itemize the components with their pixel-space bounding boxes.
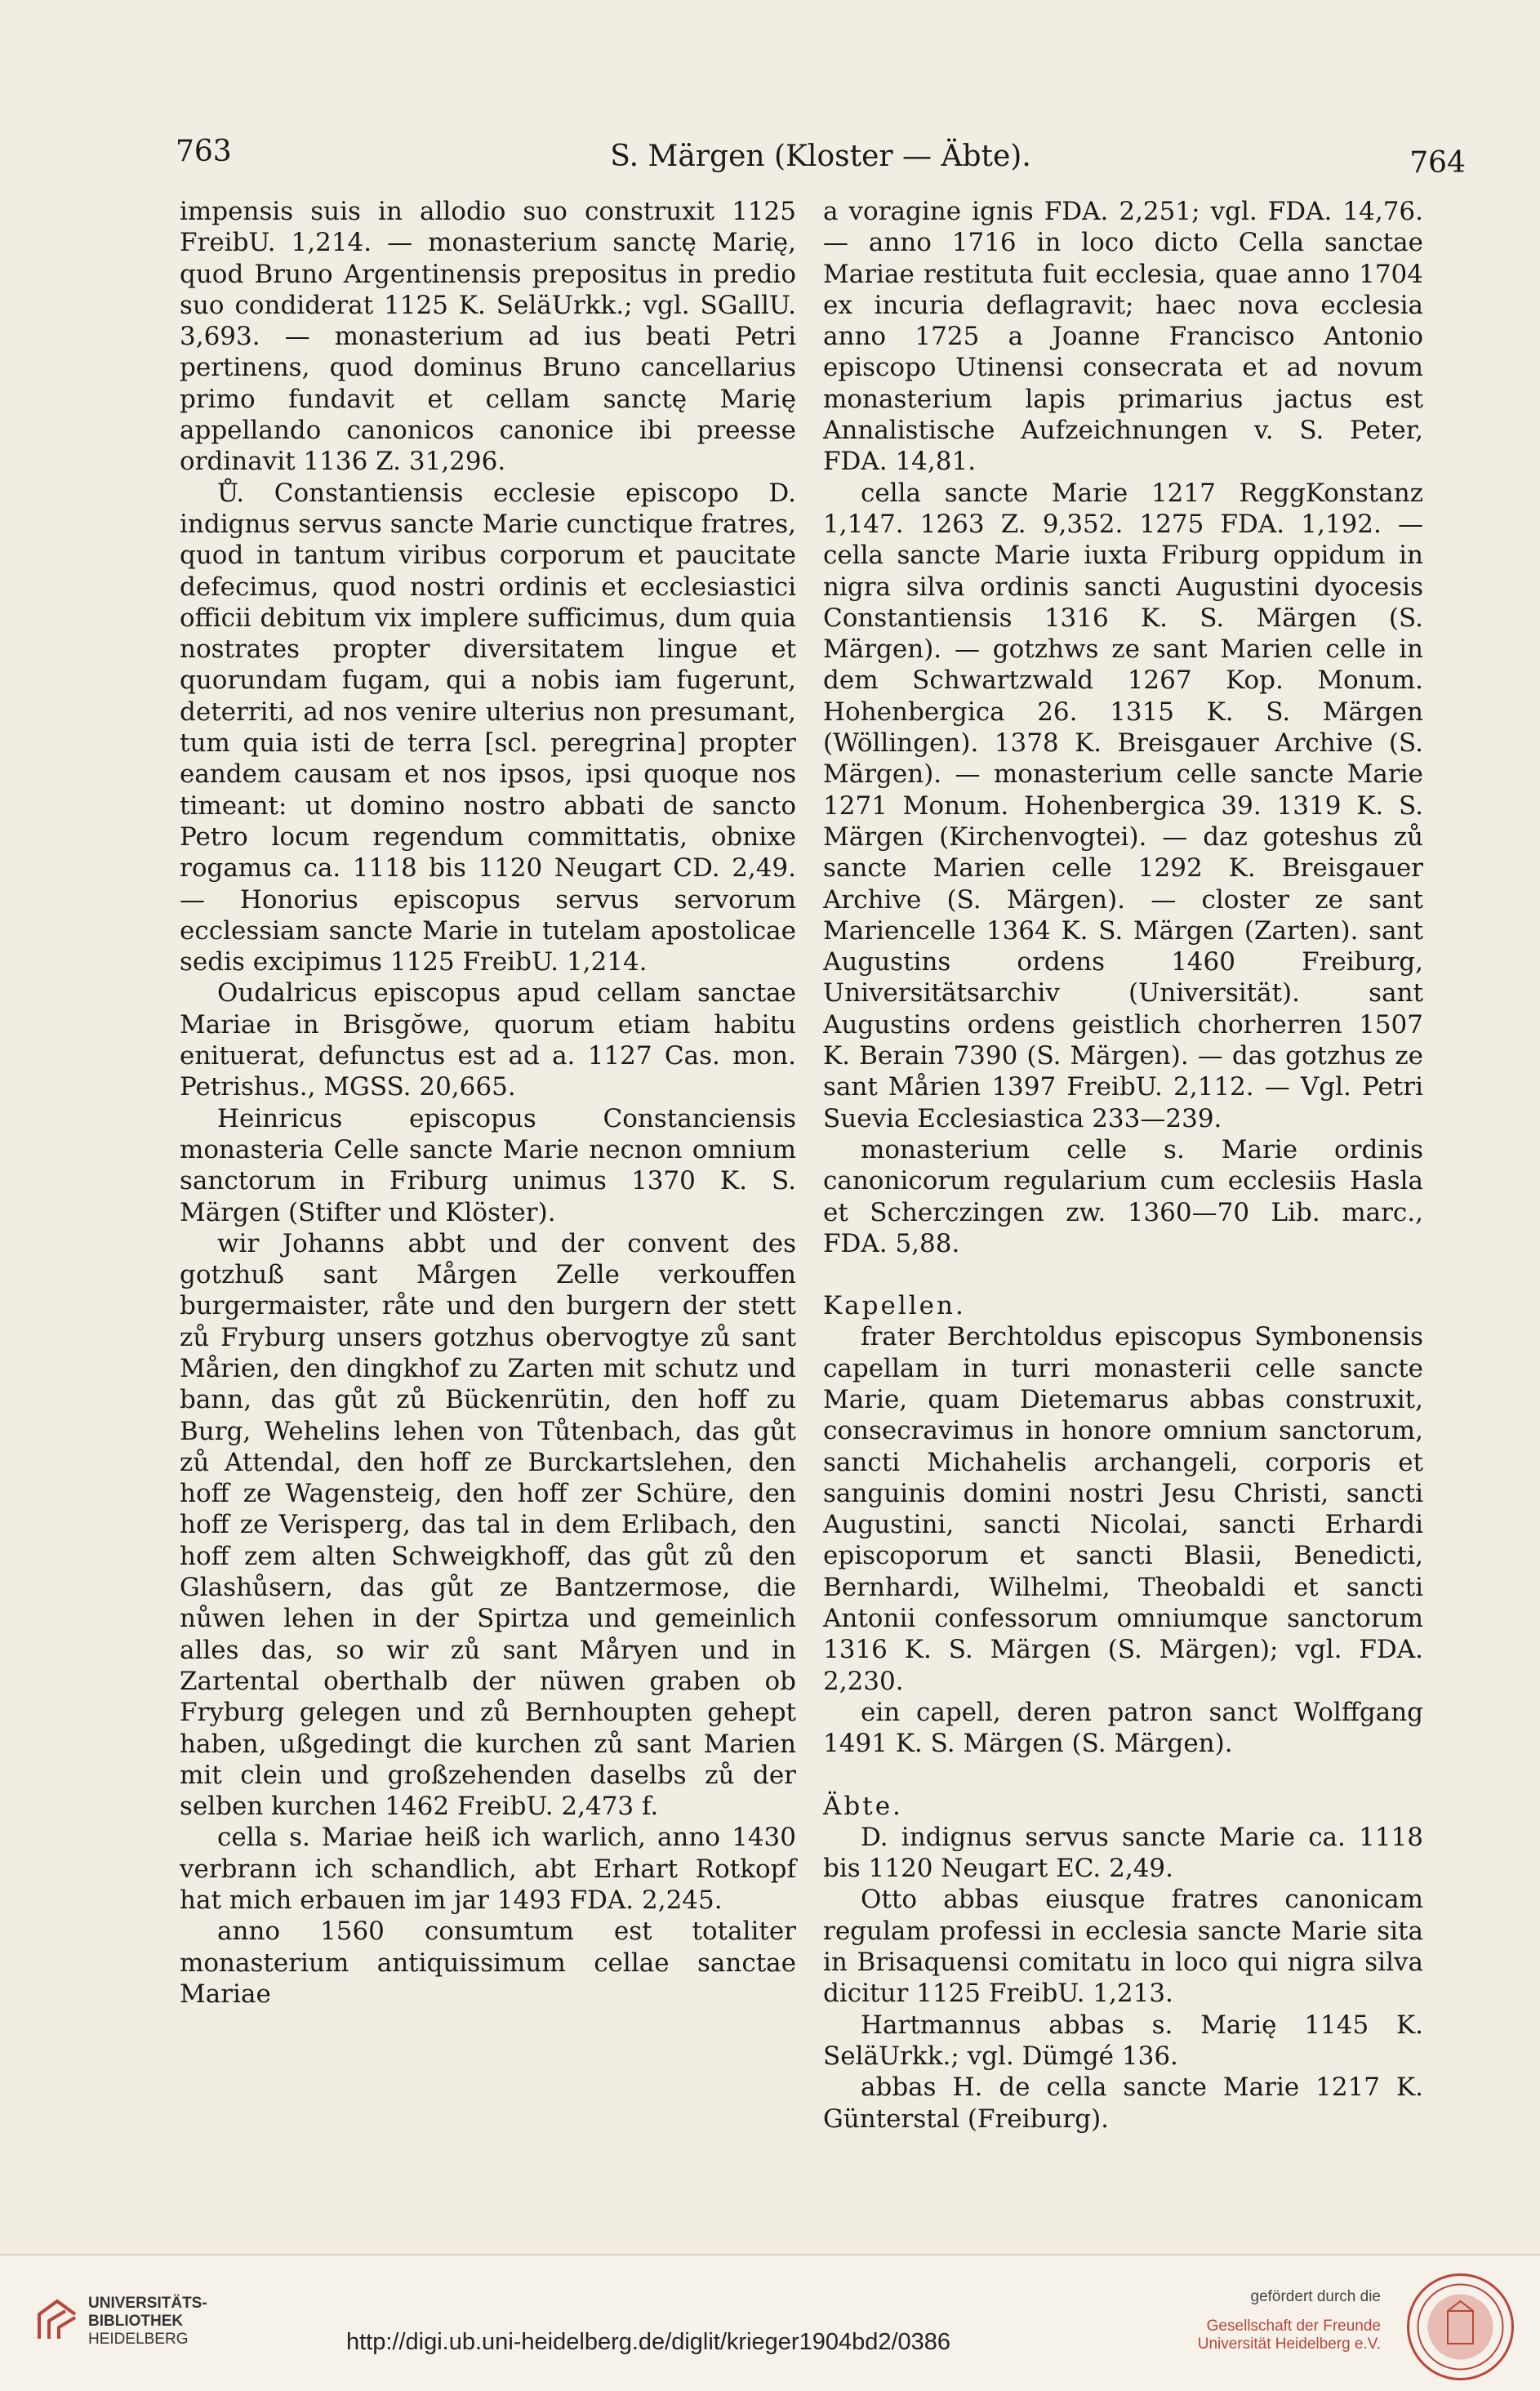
paragraph: Otto abbas eiusque fratres canonicam regulam professi in ecclesia sancte Marie sita in Brisaquensi comitatu in loco qui nigra silva dicitur 1125 FreibU. 1,213. <box>823 1885 1423 2009</box>
paragraph: abbas H. de cella sancte Marie 1217 K. Günterstal (Freiburg). <box>823 2073 1423 2134</box>
permalink-url[interactable]: http://digi.ub.uni-heidelberg.de/diglit/krieger1904bd2/0386 <box>346 2329 951 2355</box>
university-seal-icon <box>1405 2272 1516 2382</box>
paragraph: Hartmannus abbas s. Marię 1145 K. SeläUrkk.; vgl. Dümgé 136. <box>823 2010 1423 2071</box>
library-logo-icon <box>33 2296 82 2345</box>
paragraph: monasterium celle s. Marie ordinis canonicorum regularium cum ecclesiis Hasla et Scherczingen zw. 1360—70 Lib. marc., FDA. 5,88. <box>823 1134 1423 1258</box>
paragraph: wir Johanns abbt und der convent des gotzhuß sant Mårgen Zelle verkouffen burgermaister, råte und den burgern der stett zů Fryburg unsers gotzhus obervogtye zů sant Mårien, den dingkhof zu Zarten mit schutz und bann, das gůt zů Bückenrütin, den hoff zu Burg, Wehelins lehen von Tůtenbach, das gůt zů Attendal, den hoff ze Burckartslehen, den hoff ze Wagensteig, den hoff zer Schüre, den hoff ze Verisperg, das tal in dem Erlibach, den hoff zem alten Schweigkhoff, das gůt zů den Glashůsern, das gůt ze Bantzermose, die nůwen lehen in der Spirtza und gemeinlich alles das, so wir zů sant Måryen und in Zartental oberthalb der nüwen graben ob Fryburg gelegen und zů Bernhoupten gehept haben, ußgedingt die kurchen zů sant Marien mit clein und großzehenden daselbs zů der selben kurchen 1462 FreibU. 2,473 f. <box>180 1228 796 1822</box>
paragraph: impensis suis in allodio suo construxit 1125 FreibU. 1,214. — monasterium sanctę Marię, quod Bruno Argentinensis prepositus in predio suo condiderat 1125 K. SeläUrkk.; vgl. SGallU. 3,693. — monasterium ad ius beati Petri pertinens, quod dominus Bruno cancellarius primo fundavit et cellam sanctę Marię appellando canonicos canonice ibi preesse ordinavit 1136 Z. 31,296. <box>180 197 796 477</box>
paragraph: frater Berchtoldus episcopus Symbonensis capellam in turri monasterii celle sancte Marie, quam Dietemarus abbas construxit, consecravimus in honore omnium sanctorum, sancti Michahelis archangeli, corporis et sanguinis domini nostri Jesu Christi, sancti Augustini, sancti Nicolai, sancti Erhardi episcoporum et sancti Blasii, Benedicti, Bernhardi, Wilhelmi, Theobaldi et sancti Antonii confessorum omniumque sanctorum 1316 K. S. Märgen (S. Märgen); vgl. FDA. 2,230. <box>823 1322 1423 1696</box>
library-name: UNIVERSITÄTS- BIBLIOTHEK HEIDELBERG <box>88 2295 207 2348</box>
page-header <box>176 135 1466 184</box>
page-number-left: 763 <box>176 135 232 168</box>
paragraph: Heinricus episcopus Constanciensis monasteria Celle sancte Marie necnon omnium sanctorum in Friburg unimus 1370 K. S. Märgen (Stifter und Klöster). <box>180 1103 796 1227</box>
paragraph: anno 1560 consumtum est totaliter monasterium antiquissimum cellae sanctae Mariae <box>180 1917 796 2009</box>
section-heading-aebte: Äbte. <box>823 1791 903 1821</box>
paragraph: D. indignus servus sancte Marie ca. 1118 bis 1120 Neugart EC. 2,49. <box>823 1822 1423 1884</box>
paragraph: ein capell, deren patron sanct Wolffgang 1491 K. S. Märgen (S. Märgen). <box>823 1697 1423 1759</box>
sponsor-credit: gefördert durch die Gesellschaft der Freunde Universität Heidelberg e.V. <box>1197 2288 1381 2353</box>
paragraph: cella s. Mariae heiß ich warlich, anno 1430 verbrann ich schandlich, abt Erhart Rotkopf hat mich erbauen im jar 1493 FDA. 2,245. <box>180 1823 796 1916</box>
section-heading-kapellen: Kapellen. <box>823 1291 966 1321</box>
digitization-footer <box>0 2254 1540 2391</box>
running-title: S. Märgen (Kloster — Äbte). <box>610 140 1031 173</box>
paragraph: a voragine ignis FDA. 2,251; vgl. FDA. 14,76. — anno 1716 in loco dicto Cella sanctae Mariae restituta fuit ecclesia, quae anno 1704 ex incuria deflagravit; haec nova ecclesia anno 1725 a Joanne Francisco Antonio episcopo Utinensi consecrata et ad novum monasterium lapis primarius jactus est Annalistische Aufzeichnungen v. S. Peter, FDA. 14,81. <box>823 197 1423 477</box>
page-number-right: 764 <box>1409 146 1466 180</box>
right-column <box>823 196 1423 2135</box>
paragraph: cella sancte Marie 1217 ReggKonstanz 1,147. 1263 Z. 9,352. 1275 FDA. 1,192. — cella sancte Marie iuxta Friburg oppidum in nigra silva ordinis sancti Augustini dyocesis Constantiensis 1316 K. S. Märgen (S. Märgen). — gotzhws ze sant Marien celle in dem Schwartzwald 1267 Kop. Monum. Hohenbergica 26. 1315 K. S. Märgen (Wöllingen). 1378 K. Breisgauer Archive (S. Märgen). — monasterium celle sancte Marie 1271 Monum. Hohenbergica 39. 1319 K. S. Märgen (Kirchenvogtei). — daz goteshus zů sancte Marien celle 1292 K. Breisgauer Archive (S. Märgen). — closter ze sant Mariencelle 1364 K. S. Märgen (Zarten). sant Augustins ordens 1460 Freiburg, Universitätsarchiv (Universität). sant Augustins ordens geistlich chorherren 1507 K. Berain 7390 (S. Märgen). — das gotzhus ze sant Mårien 1397 FreibU. 2,112. — Vgl. Petri Suevia Ecclesiastica 233—239. <box>823 478 1423 1133</box>
paragraph: Oudalricus episcopus apud cellam sanctae Mariae in Brisgŏwe, quorum etiam habitu enituerat, defunctus est ad a. 1127 Cas. mon. Petrishus., MGSS. 20,665. <box>180 978 796 1102</box>
paragraph: Ů. Constantiensis ecclesie episcopo D. indignus servus sancte Marie cunctique fratres, quod in tantum viribus corporum et paucitate defecimus, quod nostri ordinis et ecclesiastici officii debitum vix implere sufficimus, dum quia nostrates propter diversitatem lingue et quorundam fugam, qui a nobis iam fugerunt, deterriti, ad nos venire ulterius non presumant, tum quia isti de terra [scl. peregrina] propter eandem causam et nos ipsos, ipsi quoque nos timeant: ut domino nostro abbati de sancto Petro locum regendum committatis, obnixe rogamus ca. 1118 bis 1120 Neugart CD. 2,49. — Honorius episcopus servus servorum ecclessiam sancte Marie in tutelam apostolicae sedis excipimus 1125 FreibU. 1,214. <box>180 478 796 977</box>
left-column <box>180 196 796 2010</box>
